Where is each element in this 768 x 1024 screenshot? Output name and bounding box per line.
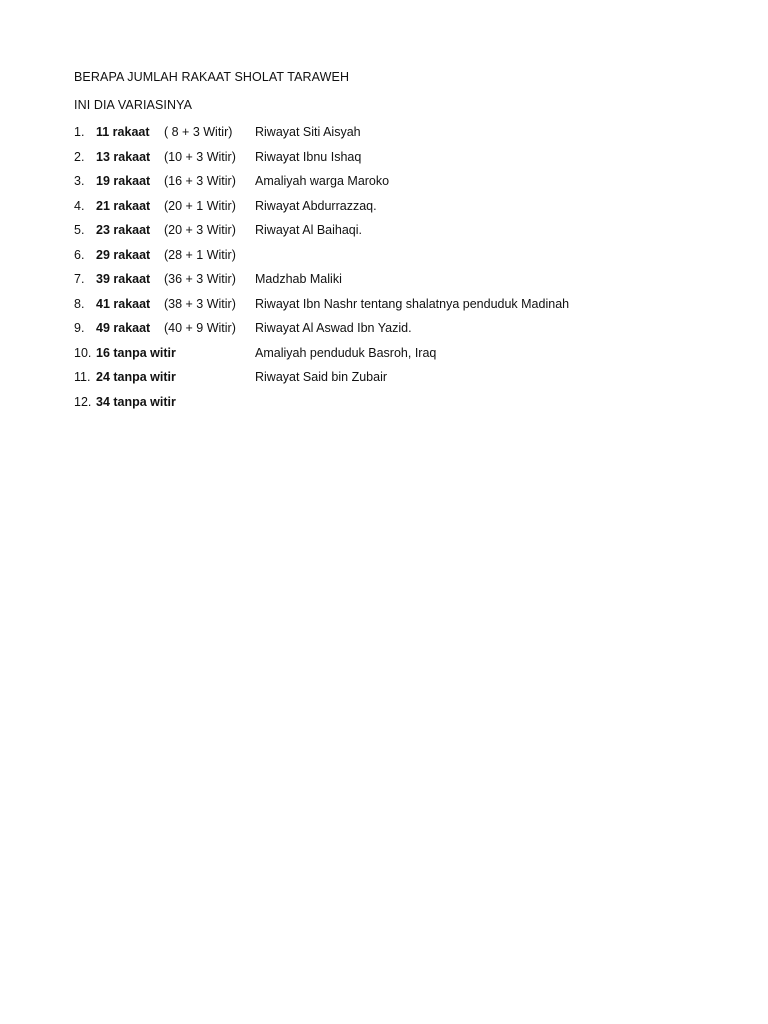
list-item <box>74 174 714 199</box>
item-source: Amaliyah penduduk Basroh, Iraq <box>255 345 437 360</box>
item-formula: (20 + 3 Witir) <box>164 223 236 237</box>
item-number: 11. <box>74 370 91 384</box>
item-number: 4. <box>74 198 85 213</box>
item-count: 24 tanpa witir <box>96 370 176 384</box>
item-count: 21 rakaat <box>96 198 151 213</box>
item-source: Madzhab Maliki <box>255 272 342 286</box>
item-number: 8. <box>74 296 85 311</box>
item-number: 10. <box>74 345 92 360</box>
item-count: 39 rakaat <box>96 272 151 286</box>
list-item <box>74 199 714 224</box>
list-item <box>74 223 714 248</box>
item-number: 6. <box>74 247 85 262</box>
item-number: 3. <box>74 174 85 188</box>
list-item <box>74 272 714 297</box>
item-count: 11 rakaat <box>96 125 150 139</box>
item-source: Riwayat Ibnu Ishaq <box>255 149 362 164</box>
item-count: 29 rakaat <box>96 247 151 262</box>
rakaat-list <box>74 125 714 419</box>
list-item <box>74 395 714 420</box>
item-source: Riwayat Abdurrazzaq. <box>255 198 377 213</box>
item-count: 41 rakaat <box>96 296 151 311</box>
item-source: Riwayat Said bin Zubair <box>255 370 388 384</box>
list-item <box>74 248 714 273</box>
item-count: 23 rakaat <box>96 223 151 237</box>
item-number: 2. <box>74 149 85 164</box>
item-source: Riwayat Al Aswad Ibn Yazid. <box>255 321 412 335</box>
item-count: 19 rakaat <box>96 174 151 188</box>
list-item <box>74 297 714 322</box>
item-formula: (16 + 3 Witir) <box>164 174 236 188</box>
item-number: 9. <box>74 321 85 335</box>
item-number: 7. <box>74 272 85 286</box>
item-number: 12. <box>74 394 92 409</box>
list-item <box>74 346 714 371</box>
item-formula: (10 + 3 Witir) <box>164 149 236 164</box>
item-count: 49 rakaat <box>96 321 151 335</box>
item-source: Riwayat Siti Aisyah <box>255 125 361 139</box>
item-number: 5. <box>74 223 85 237</box>
item-count: 13 rakaat <box>96 149 151 164</box>
item-formula: (28 + 1 Witir) <box>164 247 236 262</box>
item-source: Riwayat Ibn Nashr tentang shalatnya penduduk Madinah <box>255 296 570 311</box>
list-item <box>74 321 714 346</box>
document-subtitle: INI DIA VARIASINYA <box>74 98 193 112</box>
item-source: Riwayat Al Baihaqi. <box>255 223 363 237</box>
item-formula: (20 + 1 Witir) <box>164 198 236 213</box>
item-count: 16 tanpa witir <box>96 345 176 360</box>
list-item <box>74 125 714 150</box>
item-formula: ( 8 + 3 Witir) <box>164 125 233 139</box>
item-formula: (38 + 3 Witir) <box>164 296 236 311</box>
item-number: 1. <box>74 125 85 139</box>
item-count: 34 tanpa witir <box>96 394 176 409</box>
list-item <box>74 370 714 395</box>
item-formula: (40 + 9 Witir) <box>164 321 236 335</box>
list-item <box>74 150 714 175</box>
document-title: BERAPA JUMLAH RAKAAT SHOLAT TARAWEH <box>74 70 350 84</box>
item-formula: (36 + 3 Witir) <box>164 272 236 286</box>
item-source: Amaliyah warga Maroko <box>255 174 390 188</box>
